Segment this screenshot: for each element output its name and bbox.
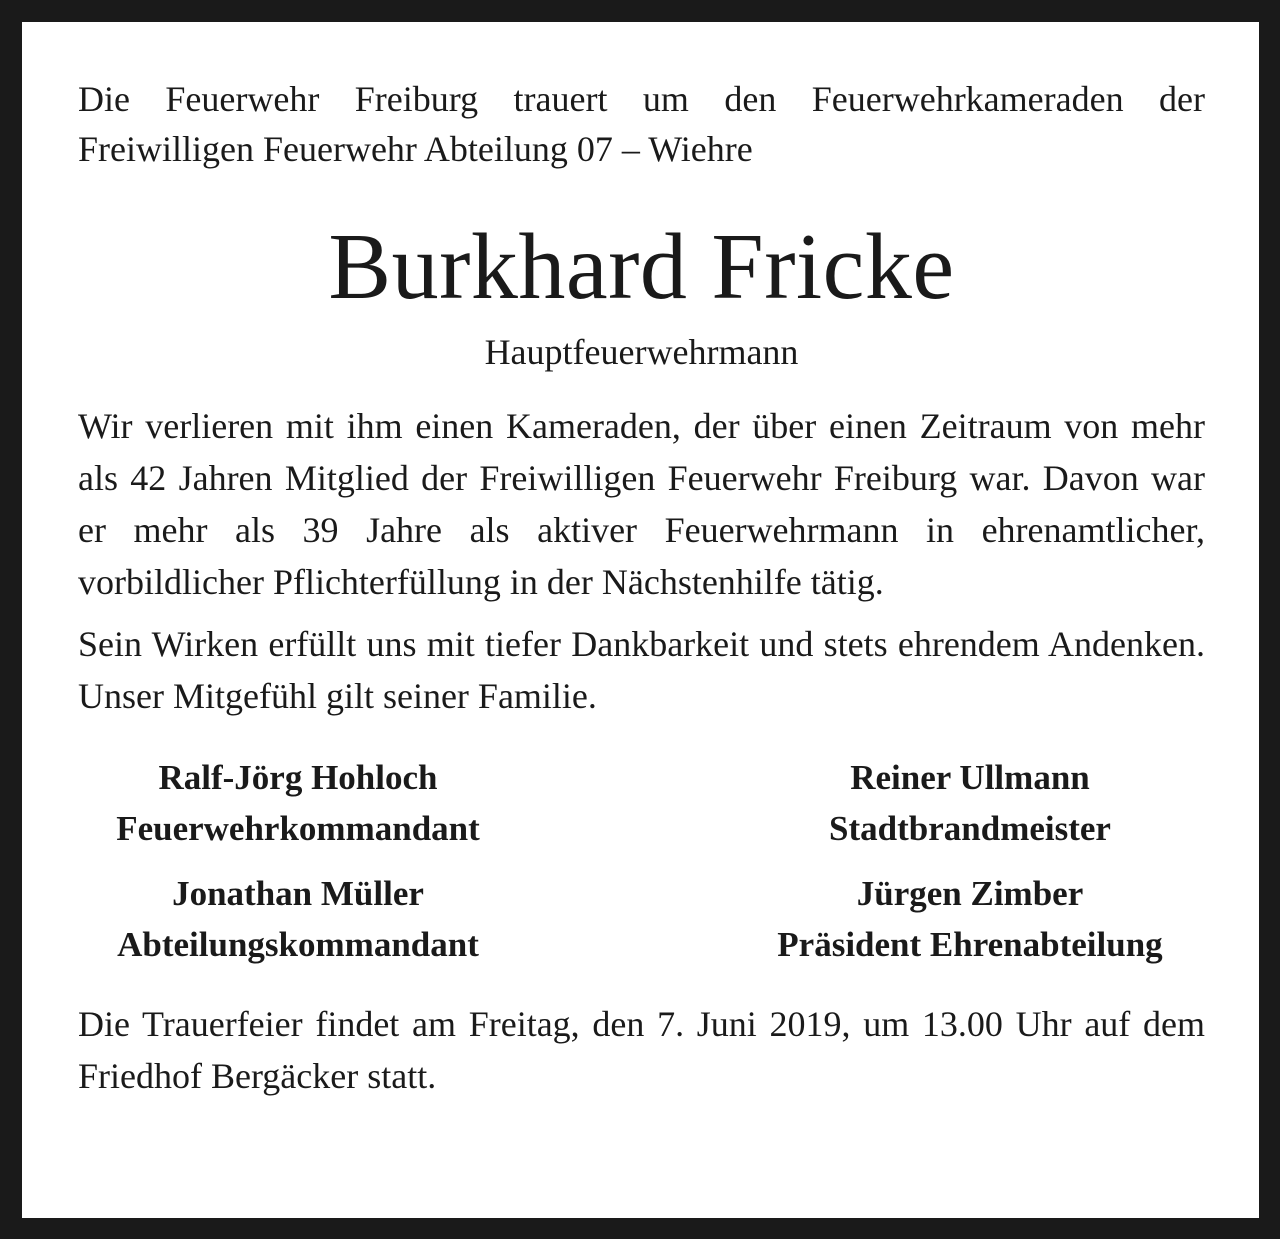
tribute-paragraph: Wir verlieren mit ihm einen Kameraden, der über einen Zeitraum von mehr als 42 Jahren Mitglied der Freiwilligen Feuerwehr Freiburg war. Davon war er mehr als 39 Jahre als aktiver Feuerwehrmann in ehrenamtlicher, vorbildlicher Pflichterfüllung in der Nächstenhilfe tätig. <box>78 406 1205 602</box>
signer-title: Präsident Ehrenabteilung <box>777 925 1163 964</box>
intro-line-2: Freiwilligen Feuerwehr Abteilung 07 – Wiehre <box>78 129 753 169</box>
signer-title: Feuerwehrkommandant <box>116 809 480 848</box>
deceased-name: Burkhard Fricke <box>328 215 955 319</box>
notice-content <box>78 74 1205 1102</box>
signer-name: Reiner Ullmann <box>850 758 1090 797</box>
intro-line-1: Die Feuerwehr Freiburg trauert um den Feuerwehrkameraden der <box>78 79 1205 119</box>
signer-title: Stadtbrandmeister <box>829 809 1111 848</box>
signer-title: Abteilungskommandant <box>117 925 479 964</box>
signer-name: Jürgen Zimber <box>856 874 1084 913</box>
condolence-paragraph: Sein Wirken erfüllt uns mit tiefer Dankbarkeit und stets ehrendem Andenken. Unser Mitgefühl gilt seiner Familie. <box>78 624 1205 716</box>
signer <box>735 752 1205 854</box>
deceased-rank: Hauptfeuerwehrmann <box>484 332 799 372</box>
obituary-notice <box>22 22 1259 1218</box>
signer <box>735 868 1205 970</box>
signer-name: Jonathan Müller <box>172 874 424 913</box>
intro-text <box>78 74 1205 174</box>
signer <box>78 868 518 970</box>
funeral-info: Die Trauerfeier findet am Freitag, den 7. Juni 2019, um 13.00 Uhr auf dem Friedhof Bergäcker statt. <box>78 1004 1205 1096</box>
signers-block <box>78 752 1205 970</box>
signer <box>78 752 518 854</box>
signer-name: Ralf-Jörg Hohloch <box>158 758 438 797</box>
